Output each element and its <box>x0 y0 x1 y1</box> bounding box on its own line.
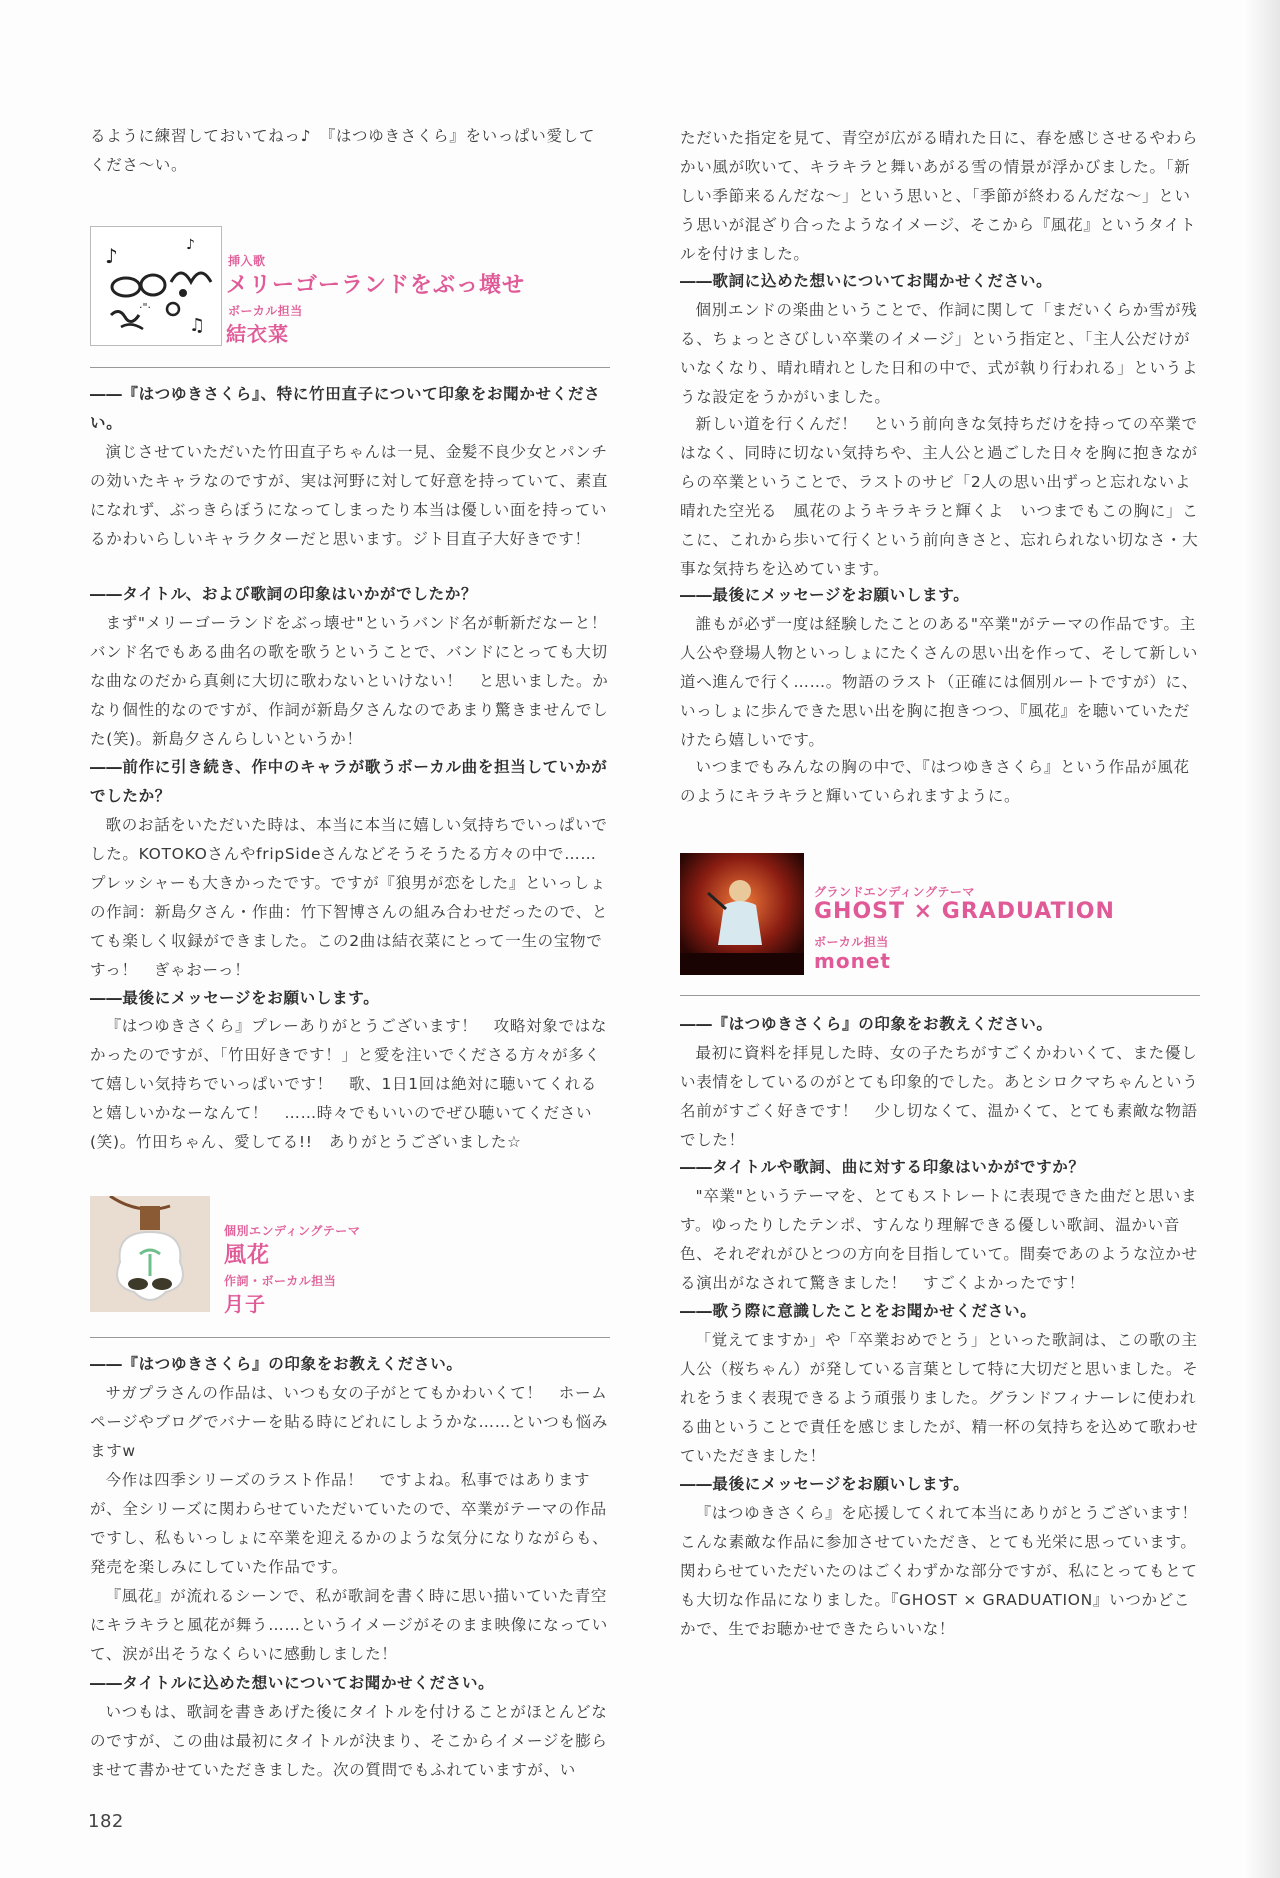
answer: 新しい道を行くんだ！ という前向きな気持ちだけを持っての卒業ではなく、同時に切ない気持ちや、主人公と過ごした日々を胸に抱きながらの卒業ということで、ラストのサビ「2人の思い出ずっと忘れないよ 晴れた空光る 風花のようキラキラと輝くよ いつまでもこの胸に」ここに、これから歩いて行くという前向きさと、忘れられない切なさ・大事な気持ちを込めています。 <box>680 415 1208 578</box>
section-divider <box>90 367 610 368</box>
answer: 演じさせていただいた竹田直子ちゃんは一見、金髪不良少女とパンチの効いたキャラなのですが、実は河野に対して好意を持っていて、素直になれず、ぶっきらぼうになってしまったり本当は優しい面を持っているかわいらしいキャラクターだと思います。ジト目直子大好きです！ <box>90 443 609 548</box>
singer-name: monet <box>814 949 891 973</box>
singer-name: 月子 <box>224 1292 266 1316</box>
singer-role: ボーカル担当 <box>814 935 889 949</box>
song-category: グランドエンディングテーマ <box>814 885 975 899</box>
song-category: 個別エンディングテーマ <box>224 1224 361 1238</box>
answer: 歌のお話をいただいた時は、本当に本当に嬉しい気持ちでいっぱいでした。KOTOKOさんやfripSideさんなどそうそうたる方々の中で……プレッシャーも大きかったです。ですが『狼男が恋をした』といっしょの作詞：新島夕さん・作曲：竹下智博さんの組み合わせだったので、とても楽しく収録ができました。この2曲は結衣菜にとって一生の宝物ですっ！ ぎゃおーっ！ <box>90 816 609 979</box>
svg-text:♫: ♫ <box>189 315 206 336</box>
svg-text:·"·: ·"· <box>139 301 152 314</box>
song-title: GHOST × GRADUATION <box>814 899 1115 924</box>
question: ――歌詞に込めた想いについてお聞かせください。 <box>680 272 1053 290</box>
question: ――タイトルや歌詞、曲に対する印象はいかがですか？ <box>680 1158 1085 1176</box>
song-title: メリーゴーランドをぶっ壊せ <box>226 273 526 298</box>
cartoon-sketch-icon <box>90 226 222 346</box>
flower-bottle-photo <box>90 1196 210 1312</box>
singer-role: ボーカル担当 <box>228 304 303 318</box>
answer: サガプラさんの作品は、いつも女の子がとてもかわいくて！ ホームページやブログでバナーを貼る時にどれにしようかな……といつも悩みますw <box>90 1384 609 1460</box>
song-title: 風花 <box>224 1243 271 1268</box>
song-header-merry-go-round <box>90 226 610 366</box>
section-divider <box>90 1337 610 1338</box>
answer: まず"メリーゴーランドをぶっ壊せ"というバンド名が斬新だなーと！ バンド名でもある曲名の歌を歌うということで、バンドにとっても大切な曲なのだから真剣に大切に歌わないといけない！ と思いました。かなり個性的なのですが、作詞が新島夕さんなのであまり驚きませんでした(笑)。新島夕さんらしいというか！ <box>90 614 624 748</box>
question: ――タイトル、および歌詞の印象はいかがでしたか？ <box>90 585 478 603</box>
question: ――最後にメッセージをお願いします。 <box>680 586 970 604</box>
svg-text:♪: ♪ <box>186 237 195 253</box>
question: ――『はつゆきさくら』の印象をお教えください。 <box>90 1355 463 1373</box>
answer: 『はつゆきさくら』プレーありがとうございます！ 攻略対象ではなかったのですが、「竹田好きです！」と愛を注いでくださる方々が多くて嬉しい気持ちでいっぱいです！ 歌、1日1回は絶対に聴いてくれると嬉しいかなーなんて！ ……時々でもいいのでぜひ聴いてください(笑)。竹田ちゃん、愛してる!! ありがとうございました☆ <box>90 1017 608 1151</box>
answer: 誰もが必ず一度は経験したことのある"卒業"がテーマの作品です。主人公や登場人物といっしょにたくさんの思い出を作って、そして新しい道へ進んで行く……。物語のラスト（正確には個別ルートですが）に、いっしょに歩んできた思い出を胸に抱きつつ、『風花』を聴いていただけたら嬉しいです。 <box>680 615 1199 749</box>
answer: いつまでもみんなの胸の中で、『はつゆきさくら』という作品が風花のようにキラキラと輝いていられますように。 <box>680 758 1190 805</box>
answer: "卒業"というテーマを、とてもストレートに表現できた曲だと思います。ゆったりしたテンポ、すんなり理解できる優しい歌詞、温かい音色、それぞれがひとつの方向を目指していて。間奏であのような泣かせる演出がなされて驚きました！ すごくよかったです！ <box>680 1187 1198 1292</box>
singer-name: 結衣菜 <box>226 322 289 346</box>
section-divider <box>680 995 1200 996</box>
question: ――歌う際に意識したことをお聞かせください。 <box>680 1302 1037 1320</box>
song-category: 挿入歌 <box>228 254 266 268</box>
page-edge-shadow <box>1242 0 1280 1878</box>
question: ――『はつゆきさくら』、特に竹田直子について印象をお聞かせください。 <box>90 385 601 432</box>
answer: 最初に資料を拝見した時、女の子たちがすごくかわいくて、また優しい表情をしているのがとても印象的でした。あとシロクマちゃんという名前がすごく好きです！ 少し切なくて、温かくて、とても素敵な物語でした！ <box>680 1044 1199 1149</box>
live-stage-photo <box>680 853 804 975</box>
answer: 『はつゆきさくら』を応援してくれて本当にありがとうございます！こんな素敵な作品に参加させていただき、とても光栄に思っています。関わらせていただいたのはごくわずかな部分ですが、私にとってもとても大切な作品になりました。『GHOST × GRADUATION』いつかどこかで、生でお聴かせできたらいいな！ <box>680 1504 1198 1638</box>
question: ――最後にメッセージをお願いします。 <box>680 1475 970 1493</box>
answer: いつもは、歌詞を書きあげた後にタイトルを付けることがほとんどなのですが、この曲は最初にタイトルが決まり、そこからイメージを膨らませて書かせていただきました。次の質問でもふれていますが、い <box>90 1703 608 1779</box>
page-number: 182 <box>88 1811 124 1832</box>
question: ――『はつゆきさくら』の印象をお教えください。 <box>680 1015 1053 1033</box>
answer: 今作は四季シリーズのラスト作品！ ですよね。私事ではありますが、全シリーズに関わらせていただいていたので、卒業がテーマの作品ですし、私もいっしょに卒業を迎えるかのような気分になりながらも、発売を楽しみにしていた作品です。 <box>90 1471 609 1576</box>
question: ――最後にメッセージをお願いします。 <box>90 989 380 1007</box>
singer-role: 作詞・ボーカル担当 <box>224 1274 337 1288</box>
answer: 『風花』が流れるシーンで、私が歌詞を書く時に思い描いていた青空にキラキラと風花が舞う……というイメージがそのまま映像になっていて、涙が出そうなくらいに感動しました！ <box>90 1587 608 1663</box>
question: ――タイトルに込めた想いについてお聞かせください。 <box>90 1674 495 1692</box>
intro-text: るように練習しておいてねっ♪ 『はつゆきさくら』をいっぱい愛してくださ〜い。 <box>90 127 596 174</box>
svg-text:♪: ♪ <box>105 244 118 268</box>
answer: 「覚えてますか」や「卒業おめでとう」といった歌詞は、この歌の主人公（桜ちゃん）が発している言葉として特に大切だと思いました。それをうまく表現できるよう頑張りました。グランドフィナーレに使われる曲ということで責任を感じましたが、精一杯の気持ちを込めて歌わせていただきました！ <box>680 1331 1199 1465</box>
song-header-kazahana <box>90 1196 610 1320</box>
answer: 個別エンドの楽曲ということで、作詞に関して「まだいくらか雪が残る、ちょっとさびしい卒業のイメージ」という指定と、「主人公だけがいなくなり、晴れ晴れとした日和の中で、式が執り行われる」というような設定をうかがいました。 <box>680 301 1199 406</box>
question: ――前作に引き続き、作中のキャラが歌うボーカル曲を担当していかがでしたか？ <box>90 758 608 805</box>
song-header-ghost-graduation <box>680 853 1200 978</box>
answer-continued: ただいた指定を見て、青空が広がる晴れた日に、春を感じさせるやわらかい風が吹いて、キラキラと舞いあがる雪の情景が浮かびました。「新しい季節来るんだな〜」という思いと、「季節が終わるんだな〜」という思いが混ざり合ったようなイメージ、そこから『風花』というタイトルを付けました。 <box>680 129 1199 263</box>
